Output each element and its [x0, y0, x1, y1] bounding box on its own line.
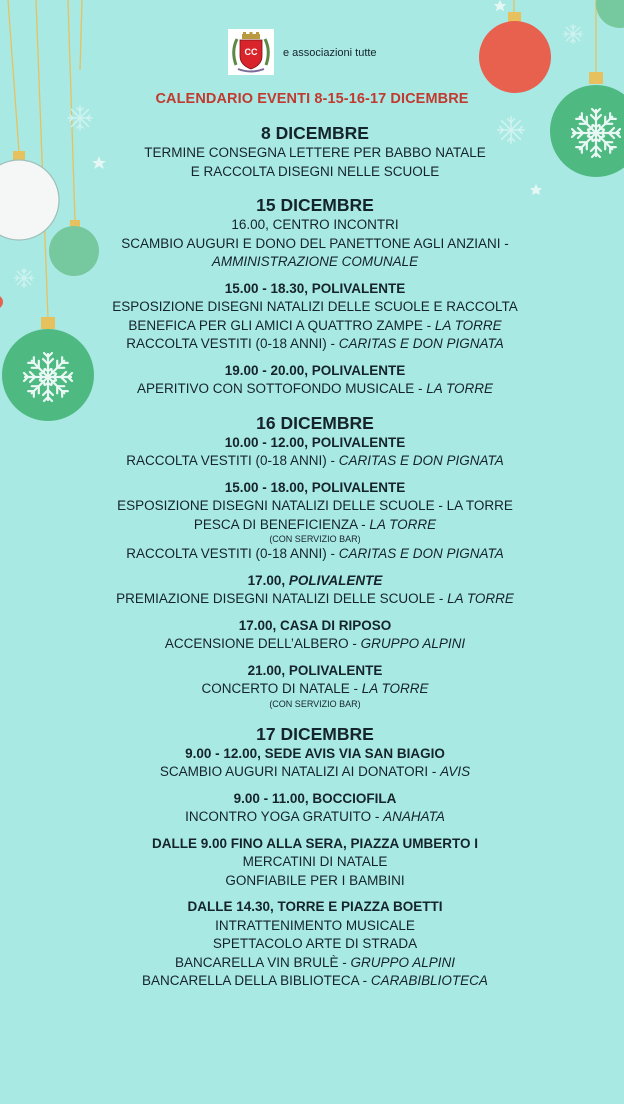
day-heading: 8 DICEMBRE: [261, 123, 369, 143]
event-organizer: CARABIBLIOTECA: [370, 973, 488, 988]
event-time-location: [60, 662, 570, 681]
event-organizer: GRUPPO ALPINI: [350, 954, 456, 970]
event-description: [60, 763, 570, 782]
day-heading: 16 DICEMBRE: [256, 412, 374, 433]
event-description: [60, 545, 570, 564]
event-description: [60, 452, 570, 471]
event-organizer: CARITAS E DON PIGNATA: [338, 336, 504, 351]
event-description: [60, 235, 570, 254]
event-block: [60, 216, 570, 272]
event-time-location-text: 21.00, POLIVALENTE: [247, 662, 383, 678]
event-text: SCAMBIO AUGURI NATALIZI AI DONATORI -: [159, 764, 441, 779]
event-time-location: [60, 790, 570, 809]
event-time-location: [60, 745, 570, 764]
event-time-location: [60, 479, 570, 498]
day-heading: 15 DICEMBRE: [256, 195, 374, 215]
event-description: [60, 253, 570, 272]
event-time-location: [60, 835, 570, 854]
event-description: [60, 163, 570, 182]
event-organizer: LA TORRE: [426, 381, 494, 396]
event-note: (CON SERVIZIO BAR): [269, 534, 361, 544]
event-text: PREMIAZIONE DISEGNI NATALIZI DELLE SCUOLE -: [116, 591, 448, 606]
event-time-location: [60, 617, 570, 636]
event-block: [60, 144, 570, 181]
event-description: [60, 635, 570, 654]
event-time-location-text: DALLE 14.30, TORRE E PIAZZA BOETTI: [187, 899, 443, 914]
event-location-italic: POLIVALENTE: [288, 572, 383, 588]
event-time-location: [60, 280, 570, 299]
event-text: APERITIVO CON SOTTOFONDO MUSICALE -: [136, 381, 427, 396]
event-time-location-text: 15.00 - 18.30, POLIVALENTE: [224, 280, 406, 296]
event-organizer: LA TORRE: [369, 516, 437, 532]
logo-initials: CC: [244, 47, 258, 57]
event-block: [60, 745, 570, 782]
event-text: SCAMBIO AUGURI E DONO DEL PANETTONE AGLI ANZIANI -: [121, 235, 509, 251]
event-description: [60, 298, 570, 317]
events-calendar: [60, 122, 570, 991]
event-description: [60, 380, 570, 399]
event-block: [60, 835, 570, 891]
event-time-location: [60, 572, 570, 591]
event-description: [60, 917, 570, 936]
event-description: [60, 872, 570, 891]
event-organizer: CARITAS E DON PIGNATA: [338, 546, 504, 561]
event-text: RACCOLTA VESTITI (0-18 ANNI) -: [126, 546, 339, 561]
event-organizer: ANAHATA: [383, 809, 445, 824]
page-title: CALENDARIO EVENTI 8-15-16-17 DICEMBRE: [155, 91, 469, 107]
event-time-location-text: 17.00, CASA DI RIPOSO: [238, 617, 392, 633]
event-time-location-text: 17.00,: [247, 572, 289, 588]
event-organizer: LA TORRE: [361, 681, 429, 696]
event-time-location: [60, 898, 570, 917]
event-description: [60, 516, 570, 535]
event-description: [60, 935, 570, 954]
event-organizer: LA TORRE: [447, 591, 514, 606]
event-organizer: AMMINISTRAZIONE COMUNALE: [211, 254, 419, 269]
event-text: GONFIABILE PER I BAMBINI: [225, 872, 405, 888]
event-time-location-text: 9.00 - 11.00, BOCCIOFILA: [233, 790, 397, 806]
event-note: (CON SERVIZIO BAR): [269, 698, 361, 709]
event-text: ESPOSIZIONE DISEGNI NATALIZI DELLE SCUOLE - LA TORRE: [117, 498, 513, 513]
event-block: [60, 572, 570, 609]
event-description: [60, 853, 570, 872]
event-organizer: AVIS: [440, 764, 471, 779]
event-block: [60, 662, 570, 710]
event-text: BANCARELLA VIN BRULÈ -: [174, 954, 351, 970]
event-block: [60, 280, 570, 354]
event-text: ESPOSIZIONE DISEGNI NATALIZI DELLE SCUOLE E RACCOLTA: [112, 299, 518, 314]
event-block: [60, 617, 570, 654]
event-time-location: [60, 434, 570, 453]
event-text: INTRATTENIMENTO MUSICALE: [215, 917, 415, 933]
event-description: [60, 972, 570, 991]
event-text: RACCOLTA VESTITI (0-18 ANNI) -: [126, 336, 339, 351]
event-block: [60, 790, 570, 827]
event-description: [60, 216, 570, 235]
event-text: 16.00, CENTRO INCONTRI: [231, 217, 399, 232]
event-text: PESCA DI BENEFICIENZA -: [193, 516, 370, 532]
associations-label: e associazioni tutte: [283, 47, 377, 59]
event-text: CONCERTO DI NATALE -: [201, 681, 362, 696]
event-text: E RACCOLTA DISEGNI NELLE SCUOLE: [190, 163, 440, 179]
event-time-location-text: 9.00 - 12.00, SEDE AVIS VIA SAN BIAGIO: [185, 745, 445, 761]
event-description: [60, 335, 570, 354]
event-description: [60, 954, 570, 973]
event-text: TERMINE CONSEGNA LETTERE PER BABBO NATALE: [144, 145, 486, 160]
event-organizer: GRUPPO ALPINI: [360, 636, 466, 651]
event-block: [60, 362, 570, 399]
coat-of-arms-logo: [228, 29, 274, 75]
event-description: [60, 808, 570, 827]
event-time-location: [60, 362, 570, 381]
event-organizer: LA TORRE: [434, 317, 502, 333]
event-description: [60, 680, 570, 699]
event-text: BENEFICA PER GLI AMICI A QUATTRO ZAMPE -: [128, 317, 435, 333]
event-text: RACCOLTA VESTITI (0-18 ANNI) -: [126, 453, 339, 468]
event-time-location-text: DALLE 9.00 FINO ALLA SERA, PIAZZA UMBERTO I: [151, 835, 479, 851]
event-time-location-text: 10.00 - 12.00, POLIVALENTE: [224, 434, 406, 450]
event-description: [60, 497, 570, 516]
event-block: [60, 434, 570, 471]
event-time-location-text: 19.00 - 20.00, POLIVALENTE: [224, 362, 406, 378]
event-text: BANCARELLA DELLA BIBLIOTECA -: [142, 973, 371, 988]
event-block: [60, 898, 570, 991]
event-text: MERCATINI DI NATALE: [242, 854, 388, 869]
event-organizer: CARITAS E DON PIGNATA: [338, 453, 504, 468]
event-text: ACCENSIONE DELL’ALBERO -: [164, 636, 361, 651]
event-text: SPETTACOLO ARTE DI STRADA: [212, 936, 418, 951]
event-description: [60, 590, 570, 609]
event-text: INCONTRO YOGA GRATUITO -: [185, 809, 384, 824]
event-description: [60, 144, 570, 163]
event-time-location-text: 15.00 - 18.00, POLIVALENTE: [224, 479, 406, 495]
event-description: [60, 317, 570, 336]
day-heading: 17 DICEMBRE: [256, 723, 374, 744]
event-block: [60, 479, 570, 564]
header: [228, 29, 377, 75]
